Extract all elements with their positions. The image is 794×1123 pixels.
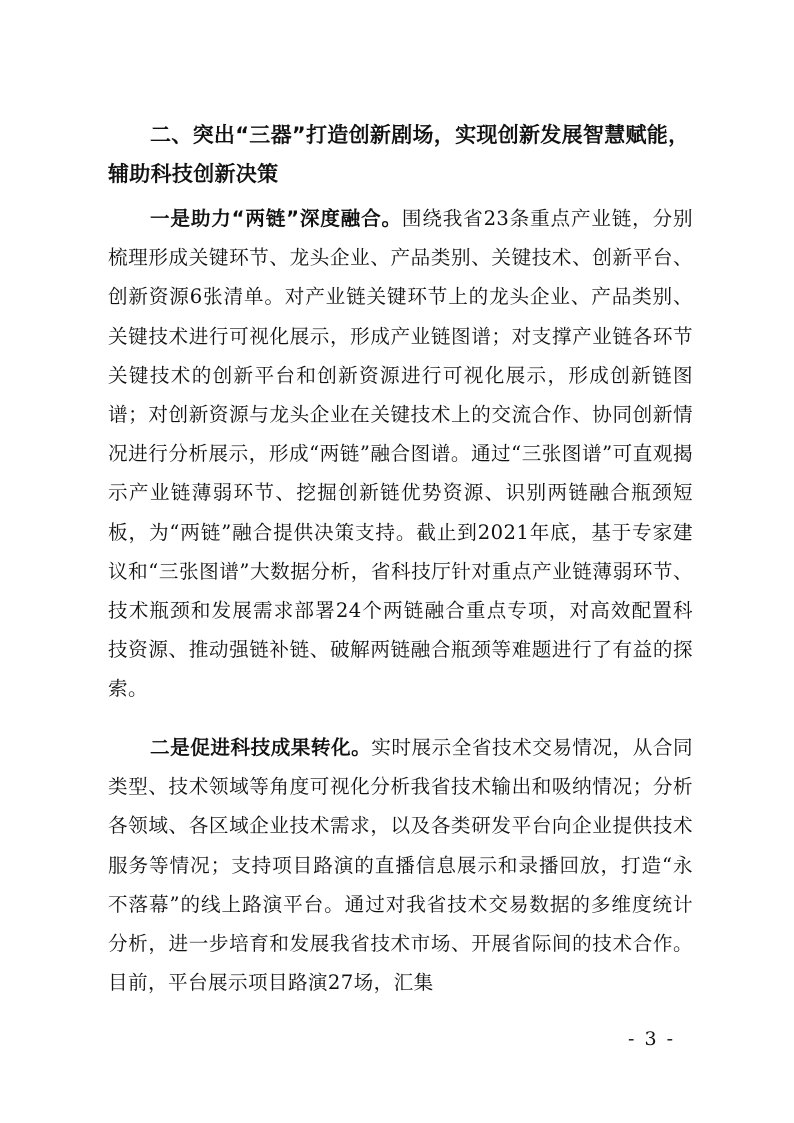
paragraph-lead: 一是助力“两链”深度融合。 [150,207,402,230]
page-number: - 3 - [628,1028,676,1050]
paragraph-lead: 二是促进科技成果转化。 [150,736,372,759]
section-heading [108,116,698,194]
paragraph-tech-transfer [108,728,693,1002]
section-heading-line-1: 二、突出“三器”打造创新剧场，实现创新发展智慧赋能， [150,123,690,147]
paragraph-body: 实时展示全省技术交易情况，从合同类型、技术领域等角度可视化分析我省技术输出和吸纳情况；分析各领域、各区域企业技术需求，以及各类研发平台向企业提供技术服务等情况；支持项目路演的直播信息展示和录播回放，打造“永不落幕”的线上路演平台。通过对我省技术交易数据的多维度统计分析，进一步培育和发展我省技术市场、开展省际间的技术合作。目前，平台展示项目路演27场，汇集 [108,736,694,995]
paragraph-body: 围绕我省23条重点产业链，分别梳理形成关键环节、龙头企业、产品类别、关键技术、创新平台、创新资源6张清单。对产业链关键环节上的龙头企业、产品类别、关键技术进行可视化展示，形成产业链图谱；对支撑产业链各环节关键技术的创新平台和创新资源进行可视化展示，形成创新链图谱；对创新资源与龙头企业在关键技术上的交流合作、协同创新情况进行分析展示，形成“两链”融合图谱。通过“三张图谱”可直观揭示产业链薄弱环节、挖掘创新链优势资源、识别两链融合瓶颈短板，为“两链”融合提供决策支持。截止到2021年底，基于专家建议和“三张图谱”大数据分析，省科技厅针对重点产业链薄弱环节、技术瓶颈和发展需求部署24个两链融合重点专项，对高效配置科技资源、推动强链补链、破解两链融合瓶颈等难题进行了有益的探索。 [108,207,694,701]
section-heading-line-2: 辅助科技创新决策 [108,162,279,186]
paragraph-two-chain-integration [108,199,693,709]
